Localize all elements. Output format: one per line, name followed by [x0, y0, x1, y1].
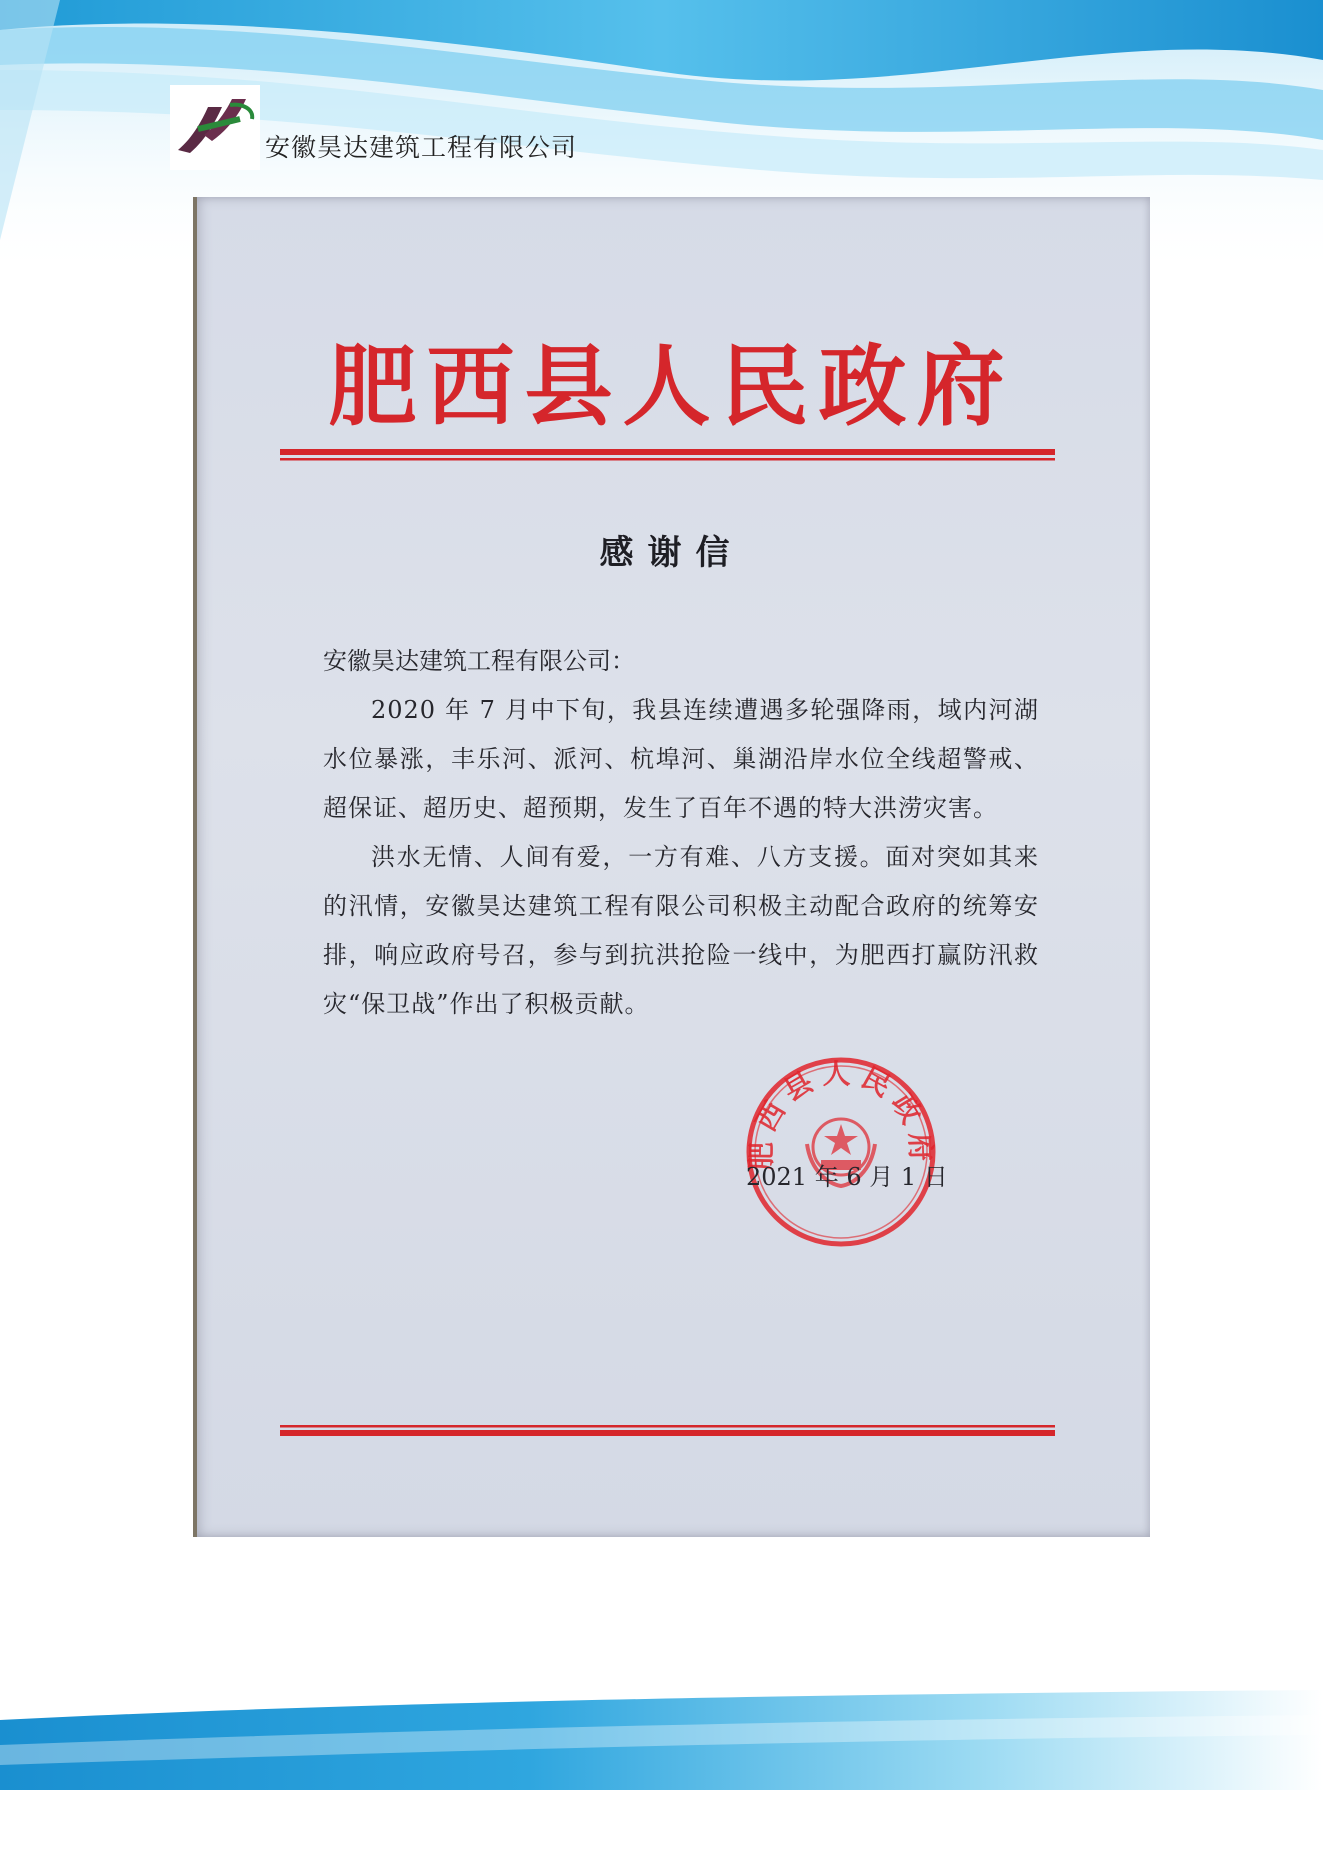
bottom-banner-decoration	[0, 1690, 1323, 1790]
scanned-letter	[193, 197, 1150, 1537]
letter-paragraph: 洪水无情、人间有爱，一方有难、八方支援。面对突如其来的汛情，安徽昊达建筑工程有限公司积极主动配合政府的统筹安排，响应政府号召，参与到抗洪抢险一线中，为肥西打赢防汛救灾“保卫战”作出了积极贡献。	[323, 843, 1039, 1018]
letter-date: 2021 年 6 月 1 日	[746, 1163, 948, 1191]
letterhead-red-rule	[280, 449, 1055, 463]
letter-body	[323, 637, 1039, 1029]
svg-text:肥西县人民政府	[745, 1057, 938, 1170]
letter-title: 感谢信	[599, 533, 744, 573]
seal-text: 肥西县人民政府	[744, 1057, 938, 1171]
company-logo-icon	[170, 85, 260, 170]
company-name: 安徽昊达建筑工程有限公司	[265, 133, 578, 162]
footer-red-rule	[280, 1425, 1055, 1439]
government-letterhead: 肥西县人民政府	[328, 334, 1015, 438]
letter-paragraph: 2020 年 7 月中下旬，我县连续遭遇多轮强降雨，域内河湖水位暴涨，丰乐河、派河、杭埠河、巢湖沿岸水位全线超警戒、超保证、超历史、超预期，发生了百年不遇的特大洪涝灾害。	[323, 696, 1039, 822]
official-seal	[741, 1052, 941, 1252]
paper-edge-shadow	[193, 197, 197, 1537]
letter-salutation: 安徽昊达建筑工程有限公司：	[323, 647, 635, 675]
